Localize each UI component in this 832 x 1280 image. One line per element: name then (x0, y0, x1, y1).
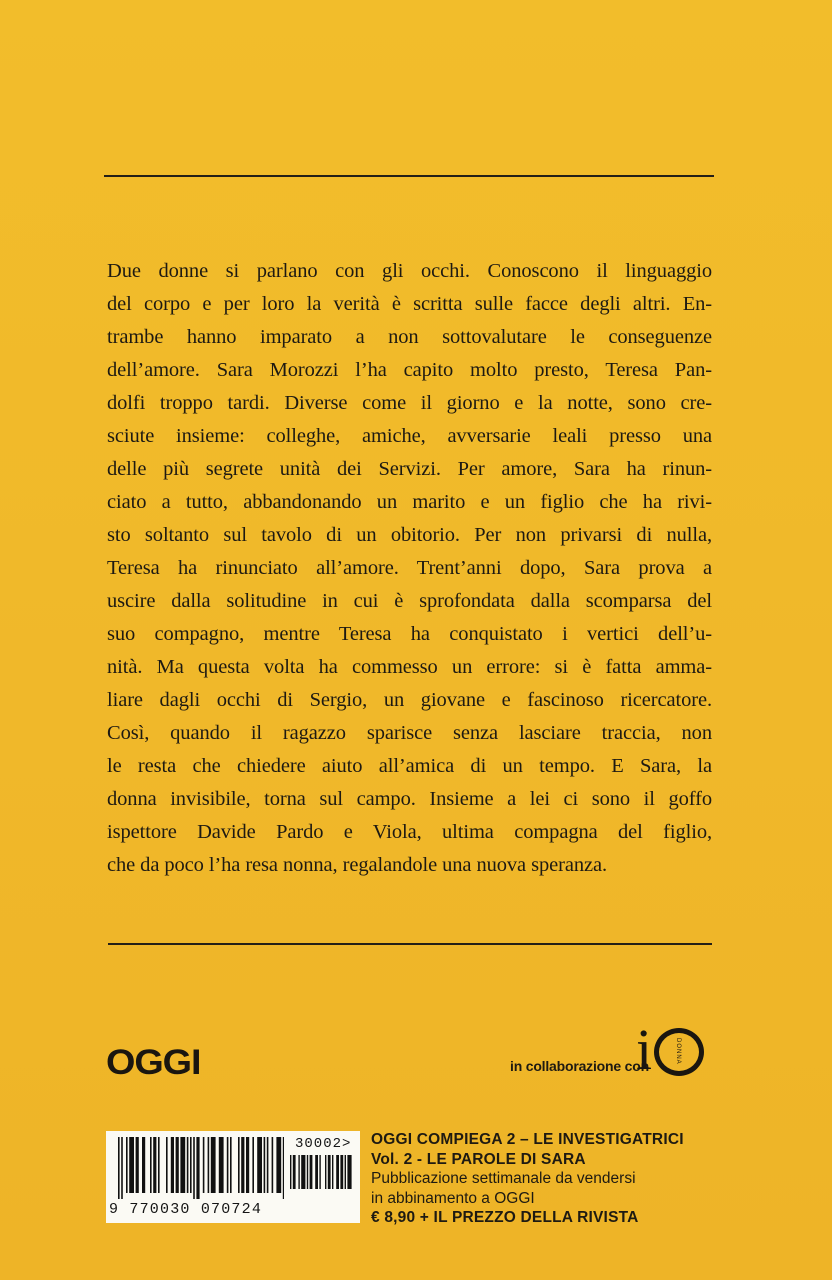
io-logo-i-letter: i (636, 1017, 653, 1082)
io-logo-donna-text: DONNA (675, 1038, 681, 1065)
blurb-line: Così, quando il ragazzo sparisce senza lasciare traccia, non (107, 722, 712, 744)
bottom-divider-rule (108, 943, 712, 945)
top-divider-rule (104, 175, 714, 177)
blurb-line: sto soltanto sul tavolo di un obitorio. Per non privarsi di nulla, (107, 524, 712, 546)
barcode (106, 1131, 360, 1223)
io-donna-logo (636, 1017, 716, 1084)
blurb-line: del corpo e per loro la verità è scritta sulle facce degli altri. En- (107, 293, 712, 315)
publication-note: Pubblicazione settimanale da vendersi (371, 1170, 636, 1187)
oggi-logo: OGGI (106, 1043, 201, 1082)
blurb-line: ciato a tutto, abbandonando un marito e un figlio che ha rivi- (107, 491, 712, 513)
barcode-addon-digits: 30002> (295, 1136, 352, 1152)
barcode-bars-addon (290, 1155, 352, 1217)
publication-info (371, 1130, 771, 1228)
barcode-main-digits: 9 770030 070724 (109, 1201, 263, 1218)
barcode-bars-main (118, 1137, 284, 1201)
blurb-line: che da poco l’ha resa nonna, regalandole una nuova speranza. (107, 854, 608, 876)
back-cover-blurb (107, 255, 712, 882)
blurb-line: uscire dalla solitudine in cui è sprofondata dalla scomparsa del (107, 590, 712, 612)
blurb-line: nità. Ma questa volta ha commesso un errore: si è fatta amma- (107, 656, 712, 678)
blurb-line: dell’amore. Sara Morozzi l’ha capito molto presto, Teresa Pan- (107, 359, 712, 381)
blurb-line: le resta che chiedere aiuto all’amica di un tempo. E Sara, la (107, 755, 712, 777)
blurb-line: donna invisibile, torna sul campo. Insieme a lei ci sono il goffo (107, 788, 712, 810)
blurb-line: dolfi troppo tardi. Diverse come il giorno e la notte, sono cre- (107, 392, 712, 414)
blurb-line: trambe hanno imparato a non sottovalutare le conseguenze (107, 326, 712, 348)
blurb-line: ispettore Davide Pardo e Viola, ultima compagna del figlio, (107, 821, 712, 843)
blurb-line: suo compagno, mentre Teresa ha conquistato i vertici dell’u- (107, 623, 712, 645)
volume-title: Vol. 2 - LE PAROLE DI SARA (371, 1150, 586, 1168)
publication-note-2: in abbinamento a OGGI (371, 1189, 535, 1207)
blurb-line: liare dagli occhi di Sergio, un giovane e fascinoso ricercatore. (107, 689, 712, 711)
collaboration-text: in collaborazione con (510, 1058, 649, 1074)
blurb-line: sciute insieme: colleghe, amiche, avversarie leali presso una (107, 425, 712, 447)
blurb-line: delle più segrete unità dei Servizi. Per amore, Sara ha rinun- (107, 458, 712, 480)
series-title: OGGI COMPIEGA 2 – LE INVESTIGATRICI (371, 1131, 684, 1148)
blurb-line: Due donne si parlano con gli occhi. Conoscono il linguaggio (107, 260, 712, 282)
price-text: € 8,90 + IL PREZZO DELLA RIVISTA (371, 1209, 639, 1226)
blurb-line: Teresa ha rinunciato all’amore. Trent’anni dopo, Sara prova a (107, 557, 712, 579)
